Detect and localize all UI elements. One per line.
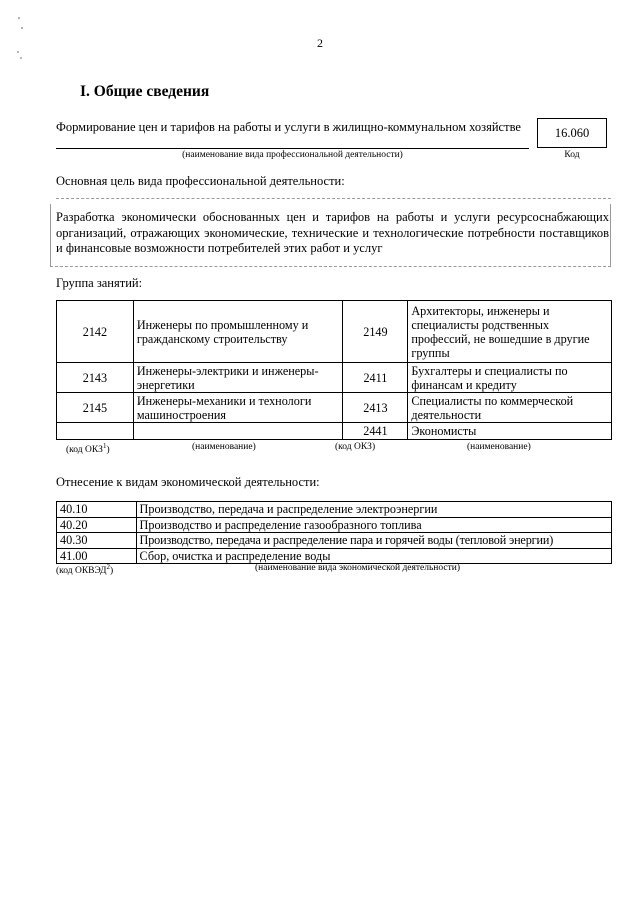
okz-name (133, 423, 343, 440)
okz-code-caption: (код ОКЗ$^1$) (66, 442, 110, 456)
occupation-group-heading: Группа занятий: (56, 276, 143, 290)
goal-bottom-rule (50, 266, 611, 267)
okz-name2-caption: (наименование) (467, 442, 531, 452)
activity-code-box (537, 118, 607, 148)
goal-heading: Основная цель вида профессиональной деятельности: (56, 174, 345, 188)
table-row (57, 517, 612, 533)
section-title: I. Общие сведения (80, 83, 210, 100)
okz-code2-caption: (код ОКЗ) (335, 442, 376, 452)
activity-underline (56, 148, 529, 149)
okz-name: Экономисты (408, 423, 612, 440)
okz-code: 2149 (343, 301, 408, 363)
okved-name: Производство, передача и распределение пара и горячей воды (тепловой энергии) (136, 533, 611, 549)
goal-heading-rule (56, 198, 611, 199)
okved-name: Производство и распределение газообразного топлива (136, 517, 611, 533)
okz-name: Инженеры-электрики и инженеры-энергетики (133, 363, 343, 393)
okved-table (56, 501, 612, 564)
occupation-table (56, 300, 612, 440)
okved-name-caption: (наименование вида экономической деятельности) (255, 563, 460, 573)
activity-code: 16.060 (554, 125, 590, 140)
table-row (57, 533, 612, 549)
okved-code: 40.30 (57, 533, 137, 549)
okved-code: 41.00 (57, 548, 137, 564)
okz-name: Инженеры по промышленному и гражданскому строительству (133, 301, 343, 363)
economic-activity-heading: Отнесение к видам экономической деятельности: (56, 475, 320, 489)
table-row (57, 363, 612, 393)
goal-text: Разработка экономически обоснованных цен и тарифов на работы и услуги ресурсоснабжающих организаций, отражающих экономические, технические и технологические потребности поставщиков и финансовые возможности потребителей этих работ и услуг (56, 210, 609, 255)
okz-code (57, 423, 134, 440)
okved-code: 40.20 (57, 517, 137, 533)
okz-code: 2142 (57, 301, 134, 363)
okz-code: 2145 (57, 393, 134, 423)
activity-code-caption: Код (564, 150, 580, 160)
okz-name: Бухгалтеры и специалисты по финансам и кредиту (408, 363, 612, 393)
okz-code: 2413 (343, 393, 408, 423)
table-row (57, 301, 612, 363)
okved-code: 40.10 (57, 502, 137, 518)
okved-code-caption: (код ОКВЭД$^2$) (56, 563, 114, 577)
table-row (57, 502, 612, 518)
okz-name: Специалисты по коммерческой деятельности (408, 393, 612, 423)
table-row (57, 393, 612, 423)
okved-name: Производство, передача и распределение электроэнергии (136, 502, 611, 518)
okz-name: Архитекторы, инженеры и специалисты родственных профессий, не вошедшие в другие группы (408, 301, 612, 363)
table-row (57, 423, 612, 440)
okved-name: Сбор, очистка и распределение воды (136, 548, 611, 564)
okz-code: 2441 (343, 423, 408, 440)
page-number: 2 (317, 36, 323, 50)
activity-name: Формирование цен и тарифов на работы и услуги в жилищно-коммунальном хозяйстве (56, 120, 521, 134)
okz-name: Инженеры-механики и технологи машиностроения (133, 393, 343, 423)
okz-code: 2143 (57, 363, 134, 393)
okz-name-caption: (наименование) (192, 442, 256, 452)
activity-name-caption: (наименование вида профессиональной деятельности) (182, 150, 403, 160)
table-row (57, 548, 612, 564)
okz-code: 2411 (343, 363, 408, 393)
